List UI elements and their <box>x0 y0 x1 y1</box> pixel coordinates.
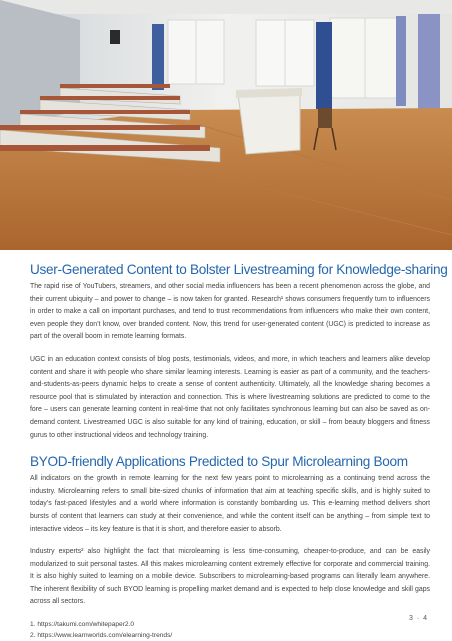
paragraph: All indicators on the growth in remote learning for the next few years point to microlearning as a continuing trend across the industry. Microlearning refers to small bite-sized chunks of information that aim at teaching specific skills, and is highly suited to today’s fast-paced lifestyles and a world where information is constantly bombarding us. This e-learning method delivers short bursts of content that learners can study at their convenience, and while the content itself can be anything – from simple text to interactive videos – its key feature is that it is short, and therefore easier to absorb. <box>30 475 430 533</box>
paragraph: UGC in an education context consists of blog posts, testimonials, videos, and more, in which teachers and learners alike develop content and share it with people who share similar learning interests. Learning is easier as part of a community, and the teachers-and-students-as-peers dynamic helps to create a sense of content authenticity. Ultimately, all the knowledge sharing becomes a resource pool that is stimulated by interaction and connection. This is where livestreaming solutions are predicted to come to the fore – users can generate learning content in real-time that not only facilitates synchronous learning but can also be saved as on-demand content. Livestreamed UGC is also suitable for any kind of training, education, or skill – from beauty bloggers and fitness gurus to other instructional videos and technology training. <box>30 355 430 439</box>
footnote: 1. https://takumi.com/whitepaper2.0 <box>30 621 135 629</box>
section-heading-byod: BYOD-friendly Applications Predicted to Spur Microlearning Boom <box>30 454 408 470</box>
page-number: 3 · 4 <box>408 615 428 622</box>
section-heading-ugc: User-Generated Content to Bolster Livestreaming for Knowledge-sharing <box>30 262 448 277</box>
paragraph: The rapid rise of YouTubers, streamers, and other social media influencers has been a recent phenomenon across the globe, and their current ubiquity – and power to change – is now taken for granted. Research¹ shows consumers frequently turn to influencers in order to make a call on important purchases, and tend to trust recommendations from influencers who make their own content, even people they don’t know, over branded content. Now, this trend for user-generated content (UGC) is predicted to increase as part of the overall boom in remote learning formats. <box>30 283 430 341</box>
paragraph: Industry experts² also highlight the fact that microlearning is less time-consuming, cheaper-to-produce, and can be easily modularized to suit personal tastes. All this makes microlearning content extremely effective for corporate and commercial training. It is also highly suited to learning on a mobile device. Subscribers to microlearning-based programs can literally learn anywhere. The inherent flexibility of such BYOD learning is propelling market demand and is expected to help close knowledge and skill gaps across all sectors. <box>30 548 430 606</box>
footnote: 2. https://www.learnworlds.com/elearning-trends/ <box>30 632 173 640</box>
article-body <box>30 262 448 641</box>
classroom-photo <box>0 0 452 250</box>
